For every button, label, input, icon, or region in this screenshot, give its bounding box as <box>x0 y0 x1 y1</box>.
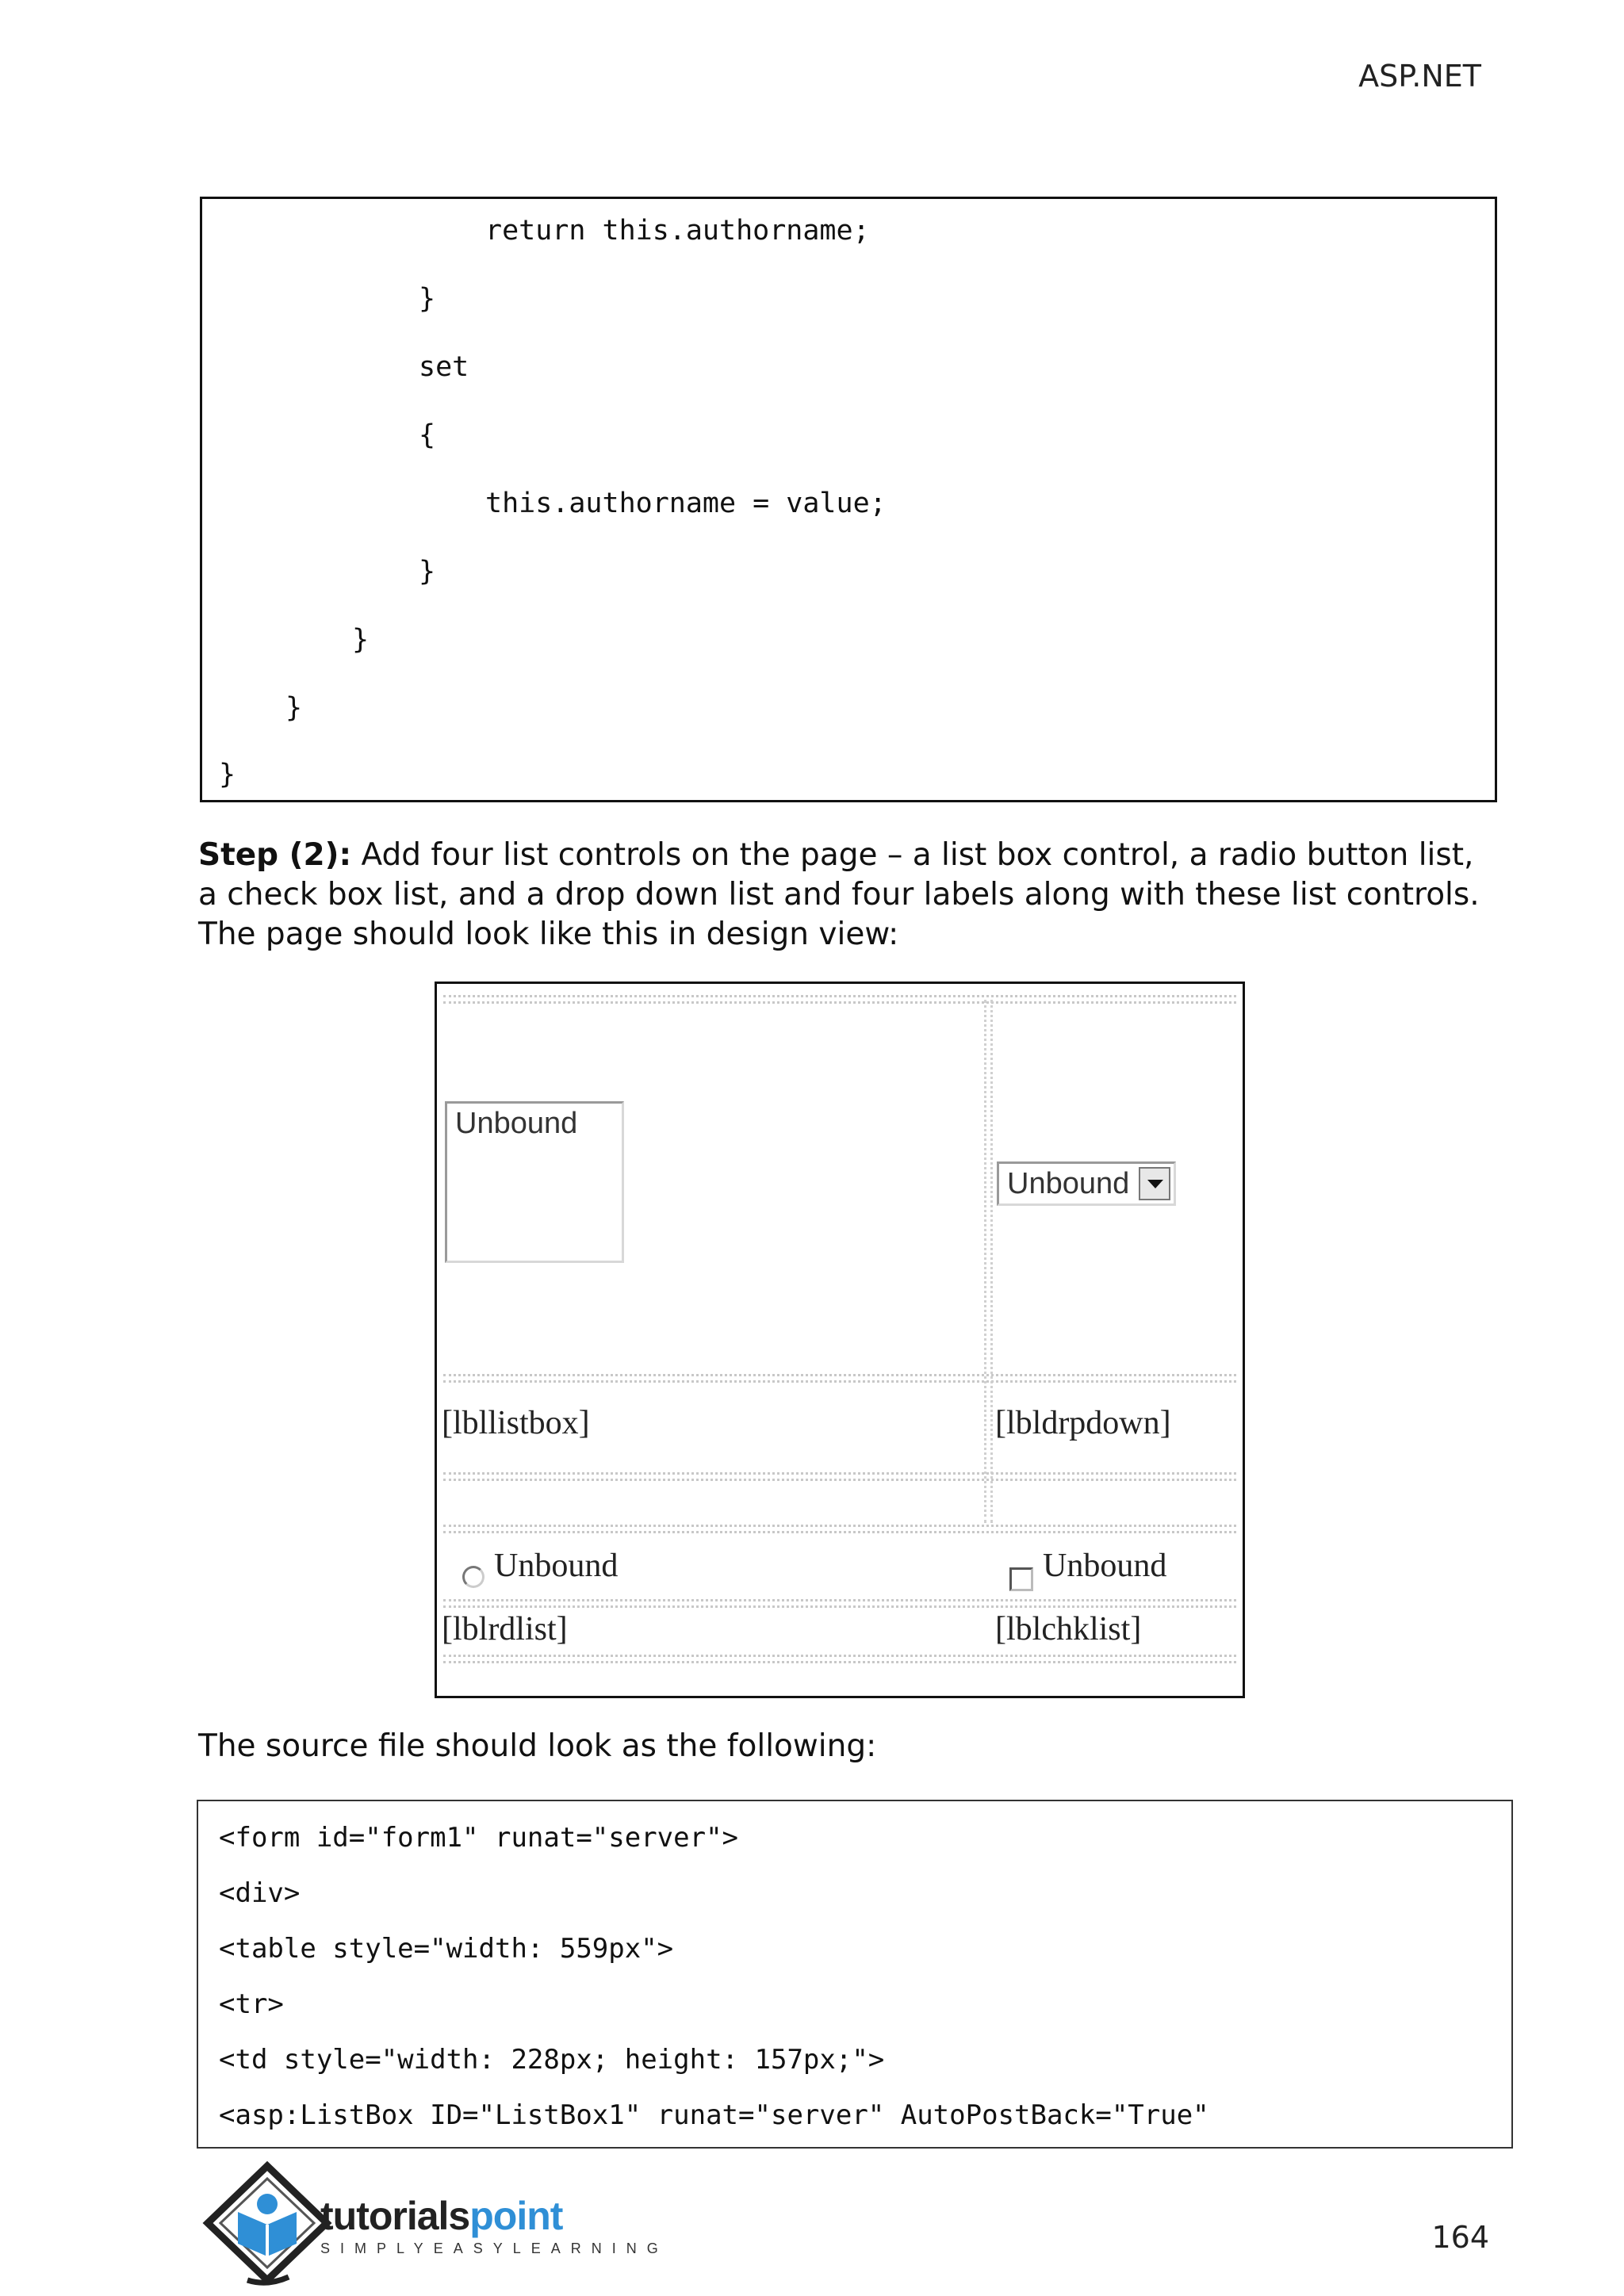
dropdown-control[interactable] <box>997 1161 1176 1206</box>
code-line: <table style="width: 559px"> <box>219 1933 674 1965</box>
label-listbox: [lbllistbox] <box>442 1405 590 1441</box>
code-line: } <box>219 759 236 790</box>
step-label: Step (2): <box>198 837 352 873</box>
radio-button-icon[interactable] <box>462 1566 485 1588</box>
guide-line <box>990 1000 993 1523</box>
listbox-item: Unbound <box>455 1107 578 1140</box>
brand-name: tutorialspoint <box>320 2194 563 2238</box>
guide-line <box>443 1479 1236 1481</box>
code-line: return this.authorname; <box>485 215 870 247</box>
code-line: <form id="form1" runat="server"> <box>219 1822 739 1854</box>
code-line: } <box>419 556 436 587</box>
code-block-2 <box>197 1800 1513 2149</box>
label-checklist: [lblchklist] <box>995 1611 1142 1647</box>
guide-line <box>443 1655 1236 1657</box>
radio-item: Unbound <box>494 1548 619 1584</box>
code-line: <td style="width: 228px; height: 157px;"> <box>219 2044 885 2076</box>
code-line: } <box>419 283 436 315</box>
guide-line <box>443 1605 1236 1608</box>
label-dropdown: [lbldrpdown] <box>995 1405 1171 1441</box>
brand-tagline: SIMPLYEASYLEARNING <box>320 2241 668 2256</box>
guide-line <box>443 1001 1236 1004</box>
code-line: this.authorname = value; <box>485 488 887 519</box>
code-line: } <box>352 624 370 656</box>
chevron-down-icon[interactable] <box>1139 1167 1170 1200</box>
checkbox-icon[interactable] <box>1009 1567 1033 1591</box>
guide-line <box>443 1374 1236 1376</box>
code-line: { <box>419 419 436 451</box>
tutorialspoint-logo-icon <box>200 2161 335 2288</box>
dropdown-value: Unbound <box>1007 1167 1130 1200</box>
guide-line <box>443 995 1236 997</box>
code-line: <asp:ListBox ID="ListBox1" runat="server" AutoPostBack="True" <box>219 2099 1209 2131</box>
checkbox-item: Unbound <box>1043 1548 1167 1584</box>
step-text: Add four list controls on the page – a list box control, a radio button list, a check box list, and a drop down list and four labels along with these list controls. The page should look like this in design view: <box>198 837 1480 952</box>
page-number: 164 <box>1431 2220 1489 2255</box>
guide-line <box>443 1472 1236 1475</box>
running-header: ASP.NET <box>1358 59 1481 94</box>
guide-line <box>443 1531 1236 1533</box>
design-view-figure <box>435 982 1245 1698</box>
code-block-1 <box>200 197 1497 802</box>
code-line: set <box>419 351 469 383</box>
code-line: <div> <box>219 1877 301 1909</box>
source-caption: The source file should look as the following: <box>198 1728 877 1764</box>
step-2-paragraph <box>198 836 1499 955</box>
code-line: } <box>285 692 303 724</box>
guide-line <box>443 1661 1236 1663</box>
guide-line <box>984 1000 986 1523</box>
guide-line <box>443 1599 1236 1601</box>
listbox-control[interactable] <box>445 1101 624 1263</box>
label-radiolist: [lblrdlist] <box>442 1611 568 1647</box>
guide-line <box>443 1380 1236 1383</box>
guide-line <box>443 1525 1236 1527</box>
code-line: <tr> <box>219 1988 284 2020</box>
